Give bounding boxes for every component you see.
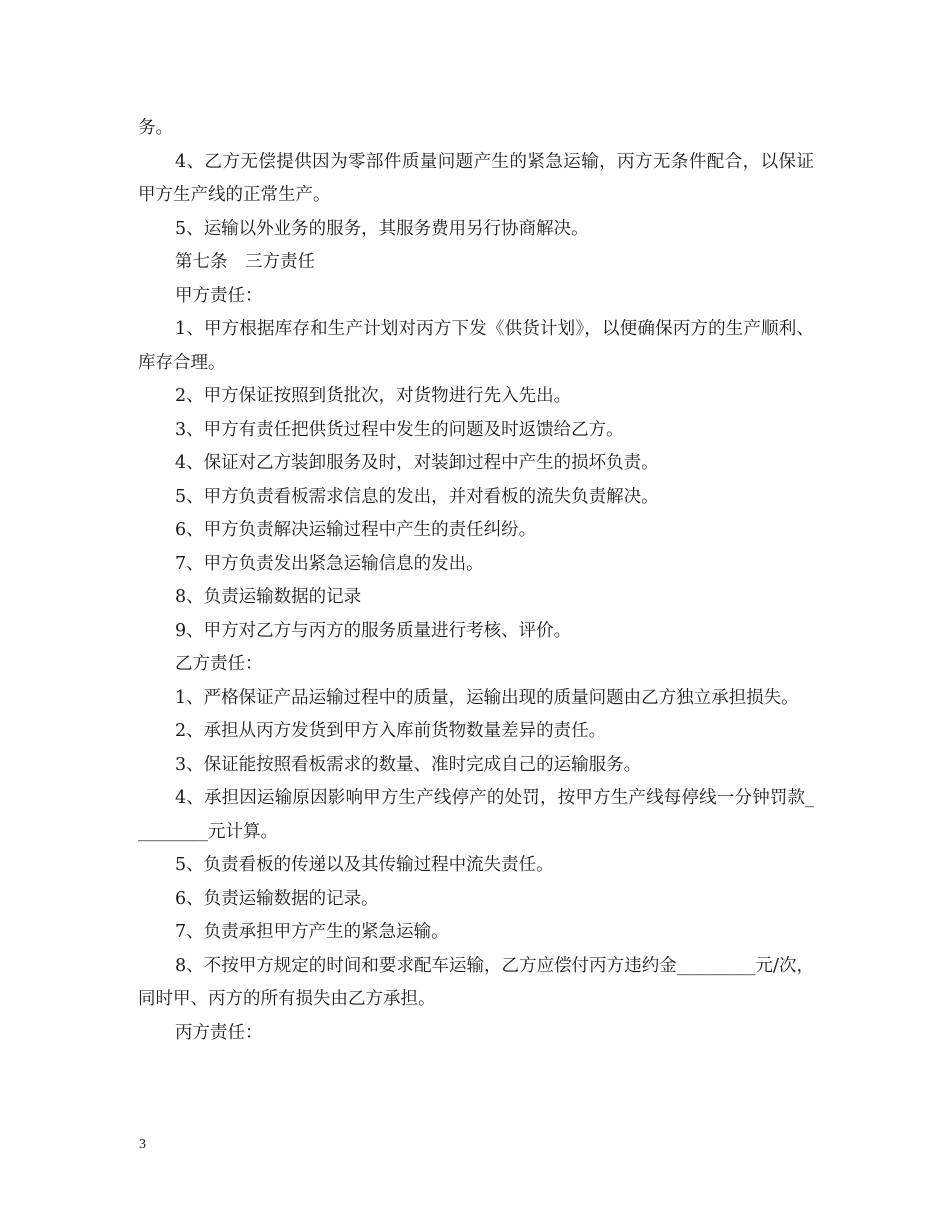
paragraph-item: 8、负责运输数据的记录 bbox=[175, 587, 362, 607]
article-heading: 第七条 三方责任 bbox=[175, 252, 315, 272]
paragraph-item: 5、运输以外业务的服务，其服务费用另行协商解决。 bbox=[175, 218, 589, 239]
paragraph-item: 1、甲方根据库存和生产计划对丙方下发《供货计划》，以便确保丙方的生产顺利、库存合理。 bbox=[138, 319, 814, 373]
paragraph-item: 7、负责承担甲方产生的紧急运输。 bbox=[175, 922, 449, 942]
paragraph-item: 2、甲方保证按照到货批次，对货物进行先入先出。 bbox=[175, 386, 572, 406]
paragraph-item: 4、承担因运输原因影响甲方生产线停产的处罚，按甲方生产线每停线一分钟罚款_________元计算。 bbox=[138, 788, 814, 842]
section-heading-party-b: 乙方责任： bbox=[175, 654, 263, 674]
paragraph-item: 7、甲方负责发出紧急运输信息的发出。 bbox=[175, 553, 484, 574]
paragraph-item: 2、承担从丙方发货到甲方入库前货物数量差异的责任。 bbox=[175, 721, 607, 741]
document-body bbox=[138, 112, 814, 1050]
paragraph-item: 8、不按甲方规定的时间和要求配车运输，乙方应偿付丙方违约金_________元/次，同时甲、丙方的所有损失由乙方承担。 bbox=[138, 955, 814, 1009]
paragraph-item: 5、甲方负责看板需求信息的发出，并对看板的流失负责解决。 bbox=[175, 486, 659, 507]
paragraph-item: 1、严格保证产品运输过程中的质量，运输出现的质量问题由乙方独立承担损失。 bbox=[175, 687, 799, 708]
page-number: 3 bbox=[139, 1137, 146, 1152]
paragraph-item: 6、负责运输数据的记录。 bbox=[175, 888, 379, 909]
paragraph-item: 3、保证能按照看板需求的数量、准时完成自己的运输服务。 bbox=[175, 754, 642, 775]
paragraph-item: 4、保证对乙方装卸服务及时，对装卸过程中产生的损坏负责。 bbox=[175, 453, 659, 473]
paragraph-item: 9、甲方对乙方与丙方的服务质量进行考核、评价。 bbox=[175, 620, 572, 641]
paragraph-item: 4、乙方无偿提供因为零部件质量问题产生的紧急运输，丙方无条件配合，以保证甲方生产线的正常生产。 bbox=[138, 151, 814, 205]
section-heading-party-a: 甲方责任： bbox=[175, 285, 263, 306]
section-heading-party-c: 丙方责任： bbox=[175, 1022, 263, 1043]
paragraph-item: 3、甲方有责任把供货过程中发生的问题及时返馈给乙方。 bbox=[175, 419, 624, 440]
paragraph-item: 5、负责看板的传递以及其传输过程中流失责任。 bbox=[175, 855, 554, 875]
paragraph-continuation: 务。 bbox=[138, 118, 173, 138]
paragraph-item: 6、甲方负责解决运输过程中产生的责任纠纷。 bbox=[175, 520, 537, 540]
